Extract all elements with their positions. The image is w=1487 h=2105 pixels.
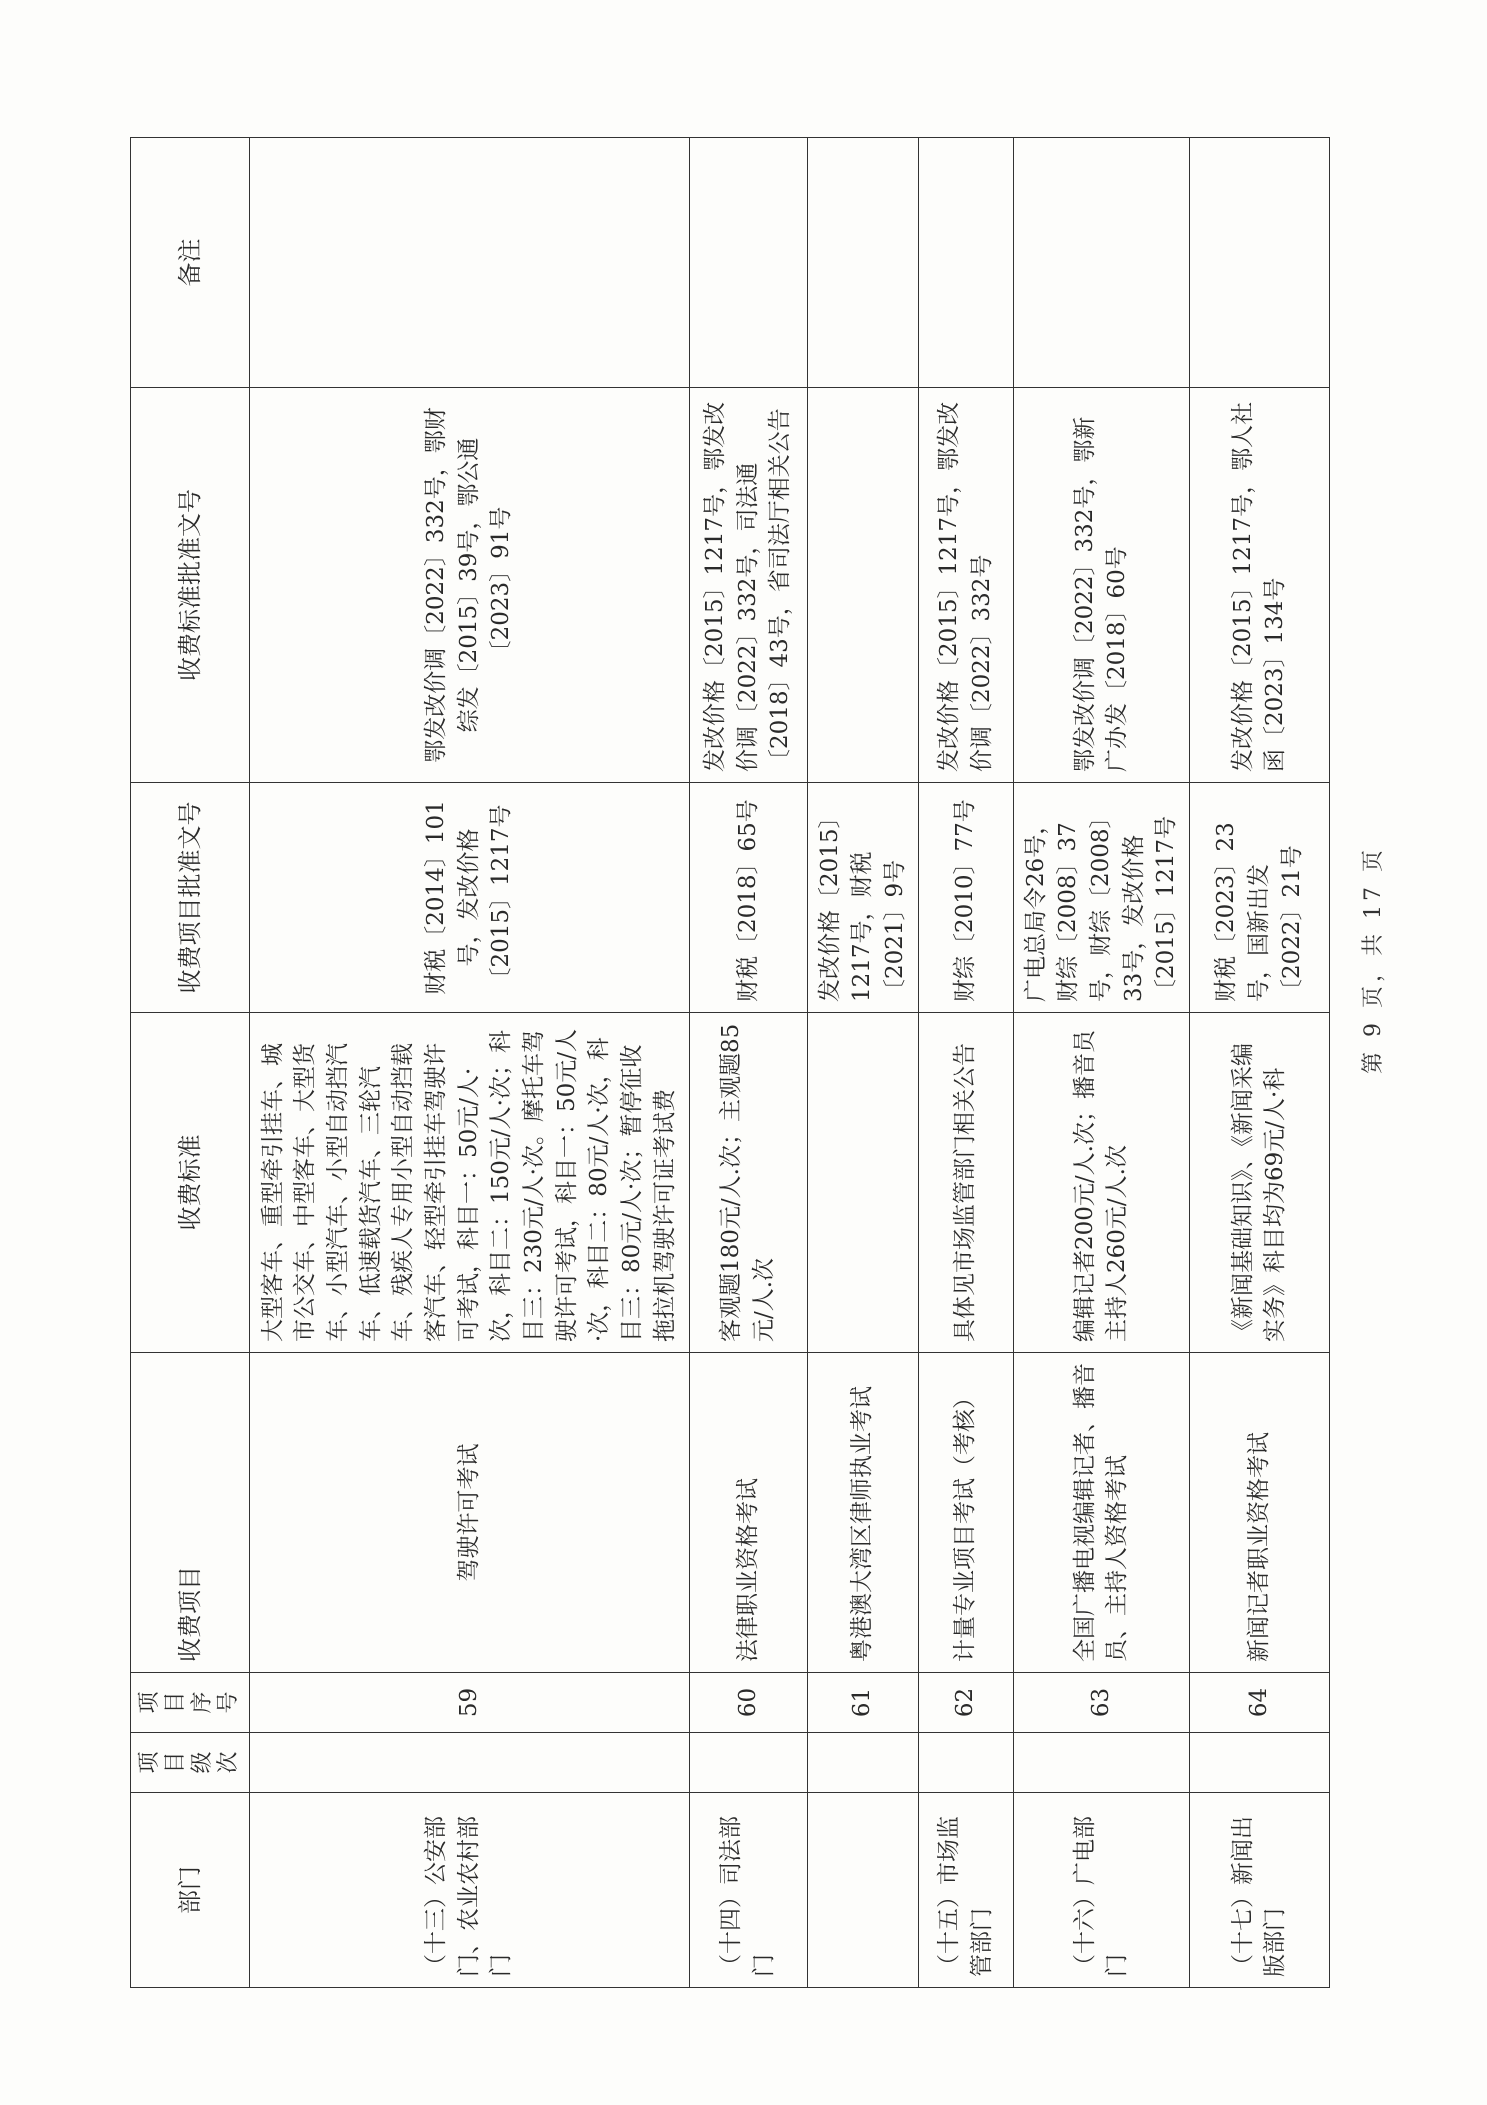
table-row	[807, 138, 918, 1988]
header-standard: 收费标准	[131, 1013, 250, 1353]
header-row	[131, 138, 250, 1988]
table-row	[1013, 138, 1189, 1988]
page-number: 第 9 页，共 17 页	[1361, 846, 1386, 1074]
cell-item-doc: 财税〔2023〕23号，国新出发〔2022〕21号	[1189, 783, 1329, 1013]
cell-std-doc	[807, 388, 918, 783]
cell-std-doc: 发改价格〔2015〕1217号，鄂发改价调〔2022〕332号	[918, 388, 1013, 783]
cell-item: 法律职业资格考试	[689, 1353, 807, 1673]
cell-item-doc: 发改价格〔2015〕1217号，财税〔2021〕9号	[807, 783, 918, 1013]
cell-std-doc: 发改价格〔2015〕1217号，鄂发改价调〔2022〕332号，司法通〔2018〕43号，省司法厅相关公告	[689, 388, 807, 783]
table-row	[1189, 138, 1329, 1988]
cell-dept: （十七）新闻出版部门	[1189, 1793, 1329, 1988]
cell-item-doc: 财税〔2018〕65号	[689, 783, 807, 1013]
cell-level	[689, 1733, 807, 1793]
cell-seq: 61	[807, 1673, 918, 1733]
cell-level	[918, 1733, 1013, 1793]
table-row	[689, 138, 807, 1988]
cell-seq: 62	[918, 1673, 1013, 1733]
table-row	[918, 138, 1013, 1988]
cell-seq: 64	[1189, 1673, 1329, 1733]
cell-standard: 《新闻基础知识》、《新闻采编实务》科目均为69元/人·科	[1189, 1013, 1329, 1353]
cell-standard: 具体见市场监管部门相关公告	[918, 1013, 1013, 1353]
header-item: 收费项目	[131, 1353, 250, 1673]
cell-dept: （十五）市场监管部门	[918, 1793, 1013, 1988]
table-row	[249, 138, 689, 1988]
cell-seq: 63	[1013, 1673, 1189, 1733]
cell-std-doc: 鄂发改价调〔2022〕332号，鄂新广办发〔2018〕60号	[1013, 388, 1189, 783]
cell-level	[1013, 1733, 1189, 1793]
fee-table	[130, 137, 1330, 1988]
cell-item-doc: 财综〔2010〕77号	[918, 783, 1013, 1013]
cell-item: 计量专业项目考试（考核）	[918, 1353, 1013, 1673]
cell-level	[249, 1733, 689, 1793]
cell-seq: 59	[249, 1673, 689, 1733]
cell-seq: 60	[689, 1673, 807, 1733]
header-remark: 备注	[131, 138, 250, 388]
cell-level	[807, 1733, 918, 1793]
cell-remark	[1189, 138, 1329, 388]
header-item-doc: 收费项目批准文号	[131, 783, 250, 1013]
cell-item-doc: 财税〔2014〕101号，发改价格〔2015〕1217号	[249, 783, 689, 1013]
cell-std-doc: 鄂发改价调〔2022〕332号，鄂财综发〔2015〕39号，鄂公通〔2023〕91号	[249, 388, 689, 783]
cell-standard	[807, 1013, 918, 1353]
cell-level	[1189, 1733, 1329, 1793]
header-std-doc: 收费标准批准文号	[131, 388, 250, 783]
header-level: 项目级次	[131, 1733, 250, 1793]
cell-remark	[918, 138, 1013, 388]
cell-standard: 客观题180元/人.次；主观题85元/人.次	[689, 1013, 807, 1353]
cell-dept: （十六）广电部门	[1013, 1793, 1189, 1988]
cell-std-doc: 发改价格〔2015〕1217号，鄂人社函〔2023〕134号	[1189, 388, 1329, 783]
cell-standard: 大型客车、重型牵引挂车、城市公交车、中型客车、大型货车、小型汽车、小型自动挡汽车、低速载货汽车、三轮汽车、残疾人专用小型自动挡载客汽车、轻型牵引挂车驾驶许可考试，科目一：50元/人·次，科目二：150元/人·次；科目三：230元/人·次。摩托车驾驶许可考试，科目一：50元/人·次，科目二：80元/人·次，科目三：80元/人·次；暂停征收拖拉机驾驶许可证考试费	[249, 1013, 689, 1353]
header-seq: 项目序号	[131, 1673, 250, 1733]
cell-dept: （十四）司法部门	[689, 1793, 807, 1988]
cell-item: 全国广播电视编辑记者、播音员、主持人资格考试	[1013, 1353, 1189, 1673]
cell-item-doc: 广电总局令26号，财综〔2008〕37号，财综〔2008〕33号，发改价格〔2015〕1217号	[1013, 783, 1189, 1013]
cell-remark	[807, 138, 918, 388]
cell-item: 新闻记者职业资格考试	[1189, 1353, 1329, 1673]
cell-standard: 编辑记者200元/人.次；播音员主持人260元/人.次	[1013, 1013, 1189, 1353]
cell-dept	[807, 1793, 918, 1988]
header-dept: 部门	[131, 1793, 250, 1988]
cell-item: 粤港澳大湾区律师执业考试	[807, 1353, 918, 1673]
cell-remark	[249, 138, 689, 388]
cell-dept: （十三）公安部门、农业农村部门	[249, 1793, 689, 1988]
cell-item: 驾驶许可考试	[249, 1353, 689, 1673]
cell-remark	[689, 138, 807, 388]
rotated-page	[130, 138, 1305, 1988]
cell-remark	[1013, 138, 1189, 388]
